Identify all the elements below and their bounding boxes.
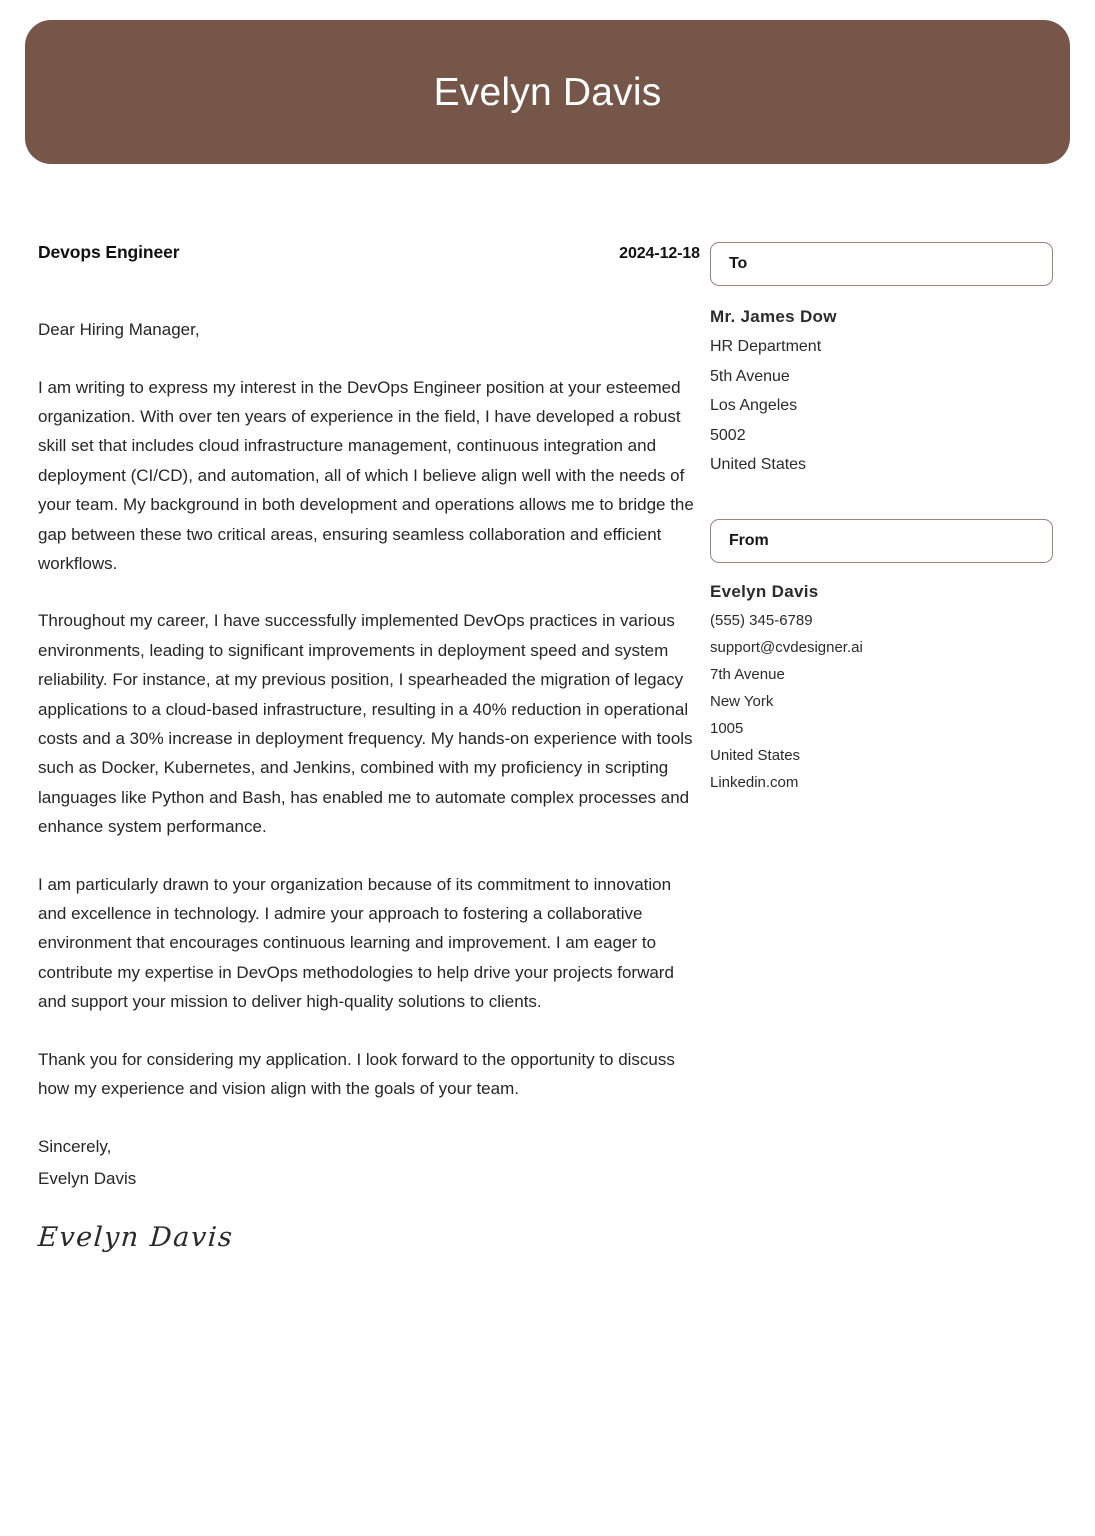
letter-date: 2024-12-18 (619, 245, 700, 262)
letter-paragraph: I am particularly drawn to your organization because of its commitment to innovation and excellence in technology. I admire your approach to fostering a collaborative environment that encourages continuous learning and improvement. I am eager to contribute my expertise in DevOps methodologies to help drive your projects forward and support your mission to deliver high-quality solutions to clients. (38, 874, 674, 1012)
recipient-line: HR Department (710, 338, 822, 356)
recipient-line: 5th Avenue (710, 367, 790, 385)
letter-meta-row (38, 242, 700, 263)
closing-word: Sincerely, (38, 1137, 112, 1157)
from-box (710, 519, 1053, 563)
sender-group (710, 519, 1053, 796)
recipient-name: Mr. James Dow (710, 307, 837, 326)
recipient-address-list (710, 301, 1053, 479)
sender-name: Evelyn Davis (710, 582, 819, 602)
sender-line: 7th Avenue (710, 666, 785, 684)
recipient-line: Los Angeles (710, 397, 798, 415)
job-title: Devops Engineer (38, 242, 180, 262)
sender-line: United States (710, 747, 801, 765)
closing-name: Evelyn Davis (38, 1168, 137, 1188)
recipient-line: 5002 (710, 426, 746, 444)
sender-address-list (710, 578, 1053, 796)
salutation: Dear Hiring Manager, (38, 320, 200, 339)
page-title: Evelyn Davis (433, 70, 662, 114)
recipient-line: United States (710, 456, 807, 474)
header-banner (25, 20, 1070, 164)
closing-block (38, 1131, 698, 1194)
letter-paragraph: I am writing to express my interest in the DevOps Engineer position at your esteemed organization. With over ten years of experience in the field, I have developed a robust skill set that includes cloud infrastructure management, continuous integration and deployment (CI/CD), and automation, all of which I believe align well with the needs of your team. My background in both development and operations allows me to bridge the gap between these two critical areas, ensuring seamless collaboration and efficient workflows. (38, 377, 694, 573)
sender-line: New York (710, 693, 774, 711)
sender-email: support@cvdesigner.ai (710, 639, 863, 657)
sender-phone: (555) 345-6789 (710, 612, 813, 630)
signature: Evelyn Davis (36, 1221, 235, 1253)
sender-website: Linkedin.com (710, 774, 799, 792)
letter-column (0, 164, 710, 1253)
to-box (710, 242, 1053, 286)
to-label: To (729, 255, 748, 272)
letter-paragraph: Thank you for considering my application. I look forward to the opportunity to discuss how my experience and vision align with the goals of your team. (38, 1049, 675, 1099)
document-body (0, 164, 1095, 1253)
letter-paragraph: Throughout my career, I have successfully implemented DevOps practices in various environments, leading to significant improvements in deployment speed and system reliability. For instance, at my previous position, I spearheaded the migration of legacy applications to a cloud-based infrastructure, resulting in a 40% reduction in operational costs and a 30% increase in deployment frequency. My hands-on experience with tools such as Docker, Kubernetes, and Jenkins, combined with my proficiency in scripting languages like Python and Bash, has enabled me to automate complex processes and enhance system performance. (38, 611, 693, 837)
from-label: From (729, 532, 769, 550)
address-sidebar (710, 164, 1095, 796)
recipient-group (710, 242, 1053, 479)
sender-line: 1005 (710, 720, 744, 738)
